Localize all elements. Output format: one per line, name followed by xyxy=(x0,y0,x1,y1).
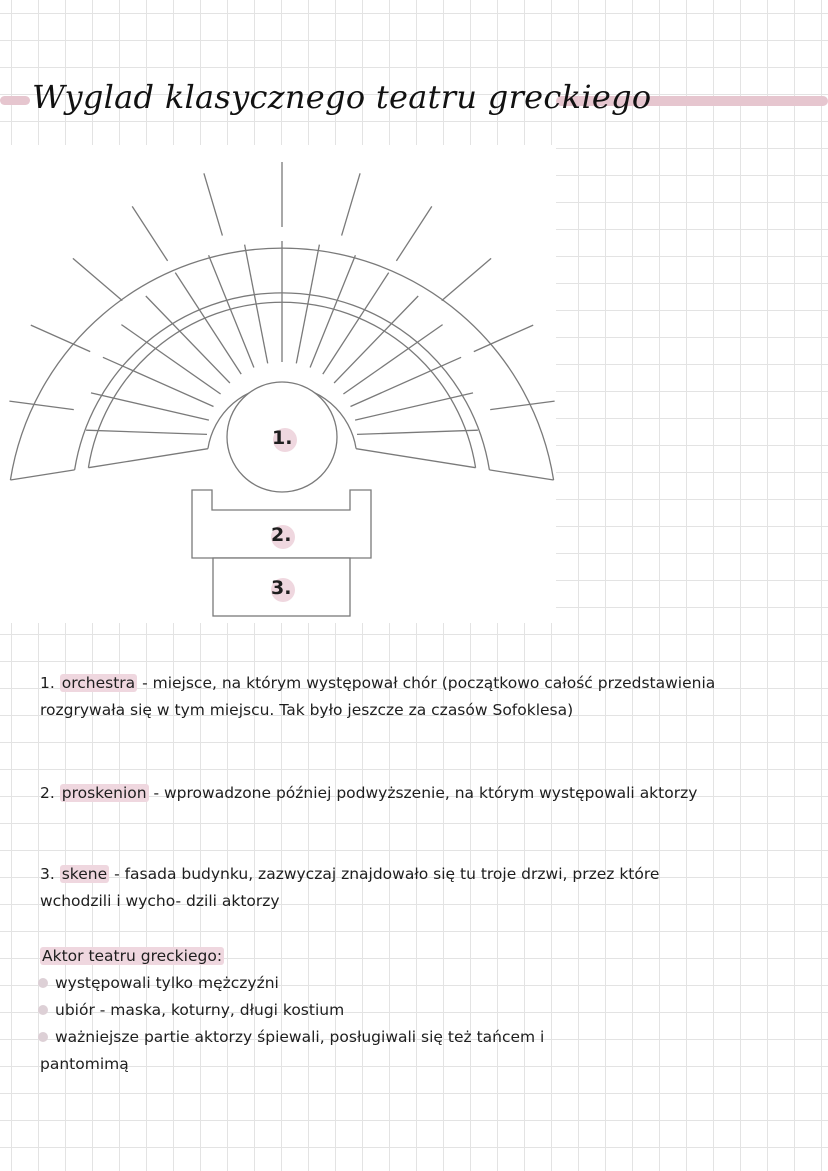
lower-seat-divider xyxy=(245,245,268,364)
definition-text: - miejsce, na którym występował chór (początkowo całość xyxy=(137,674,593,692)
definition-text-continued: które wchodzili i wycho- dzili aktorzy xyxy=(40,865,660,910)
term-orchestra: orchestra xyxy=(61,674,136,692)
theatre-diagram xyxy=(0,145,556,623)
tier-end-cap xyxy=(489,470,553,480)
term-skene: skene xyxy=(61,865,108,883)
proskenion-label: 2. xyxy=(271,524,292,546)
upper-seat-divider xyxy=(396,206,431,261)
tier-end-cap xyxy=(356,449,476,468)
upper-seat-divider xyxy=(132,206,167,261)
bullet-text: ważniejsze partie aktorzy śpiewali, posługiwali się też tańcem i xyxy=(55,1028,545,1046)
upper-seat-divider xyxy=(474,325,533,352)
definition-text: - fasada budynku, zazwyczaj znajdowało się tu troje drzwi, przez xyxy=(109,865,615,883)
bullet-text: występowali tylko mężczyźni xyxy=(55,974,279,992)
lower-seat-divider xyxy=(175,273,241,375)
definition-text-continued: aktorzy xyxy=(639,784,698,802)
lower-seat-divider xyxy=(146,296,230,383)
bullet-item xyxy=(38,997,344,1024)
lower-seat-divider xyxy=(121,325,220,394)
lower-seat-divider xyxy=(86,430,207,434)
lower-seat-divider xyxy=(323,273,389,375)
bullet-continuation xyxy=(40,1051,720,1078)
tier-end-cap xyxy=(10,470,74,480)
skene-label: 3. xyxy=(271,577,292,599)
lower-seat-divider xyxy=(209,255,254,367)
lower-seat-divider xyxy=(357,430,478,434)
actor-heading-text: Aktor teatru greckiego: xyxy=(42,947,223,965)
page-title: Wyglad klasycznego teatru greckiego xyxy=(32,78,652,116)
definition-skene xyxy=(40,861,720,915)
bullet-dot-icon xyxy=(38,1005,48,1015)
upper-seat-divider xyxy=(342,173,361,235)
upper-seat-divider xyxy=(442,258,491,300)
definition-number: 3. xyxy=(40,865,55,883)
bullet-continuation-text: pantomimą xyxy=(40,1055,129,1073)
definition-orchestra xyxy=(40,670,720,724)
lower-seat-divider xyxy=(334,296,418,383)
term-proskenion: proskenion xyxy=(61,784,147,802)
upper-seat-divider xyxy=(9,401,73,410)
bullet-text: ubiór - maska, koturny, długi kostium xyxy=(55,1001,345,1019)
bullet-dot-icon xyxy=(38,978,48,988)
definition-number: 1. xyxy=(40,674,55,692)
bullet-dot-icon xyxy=(38,1032,48,1042)
upper-seat-divider xyxy=(73,258,122,300)
upper-seat-divider xyxy=(490,401,554,410)
title-accent-left xyxy=(0,96,30,105)
definition-text-continued: przedstawienia rozgrywała się w tym miejscu. Tak było jeszcze za czasów Sofoklesa) xyxy=(40,674,716,719)
lower-seat-divider xyxy=(343,325,442,394)
bullet-item xyxy=(38,970,279,997)
orchestra-label: 1. xyxy=(272,427,293,449)
tier-end-cap xyxy=(88,449,207,468)
lower-seat-divider xyxy=(310,255,355,367)
definition-proskenion xyxy=(40,780,720,807)
upper-seat-divider xyxy=(31,325,90,352)
definition-number: 2. xyxy=(40,784,55,802)
lower-seat-divider xyxy=(296,245,319,364)
upper-seat-divider xyxy=(204,173,223,235)
definition-text: - wprowadzone później podwyższenie, na którym występowali xyxy=(148,784,635,802)
actor-heading xyxy=(40,943,720,970)
bullet-item xyxy=(38,1024,544,1051)
